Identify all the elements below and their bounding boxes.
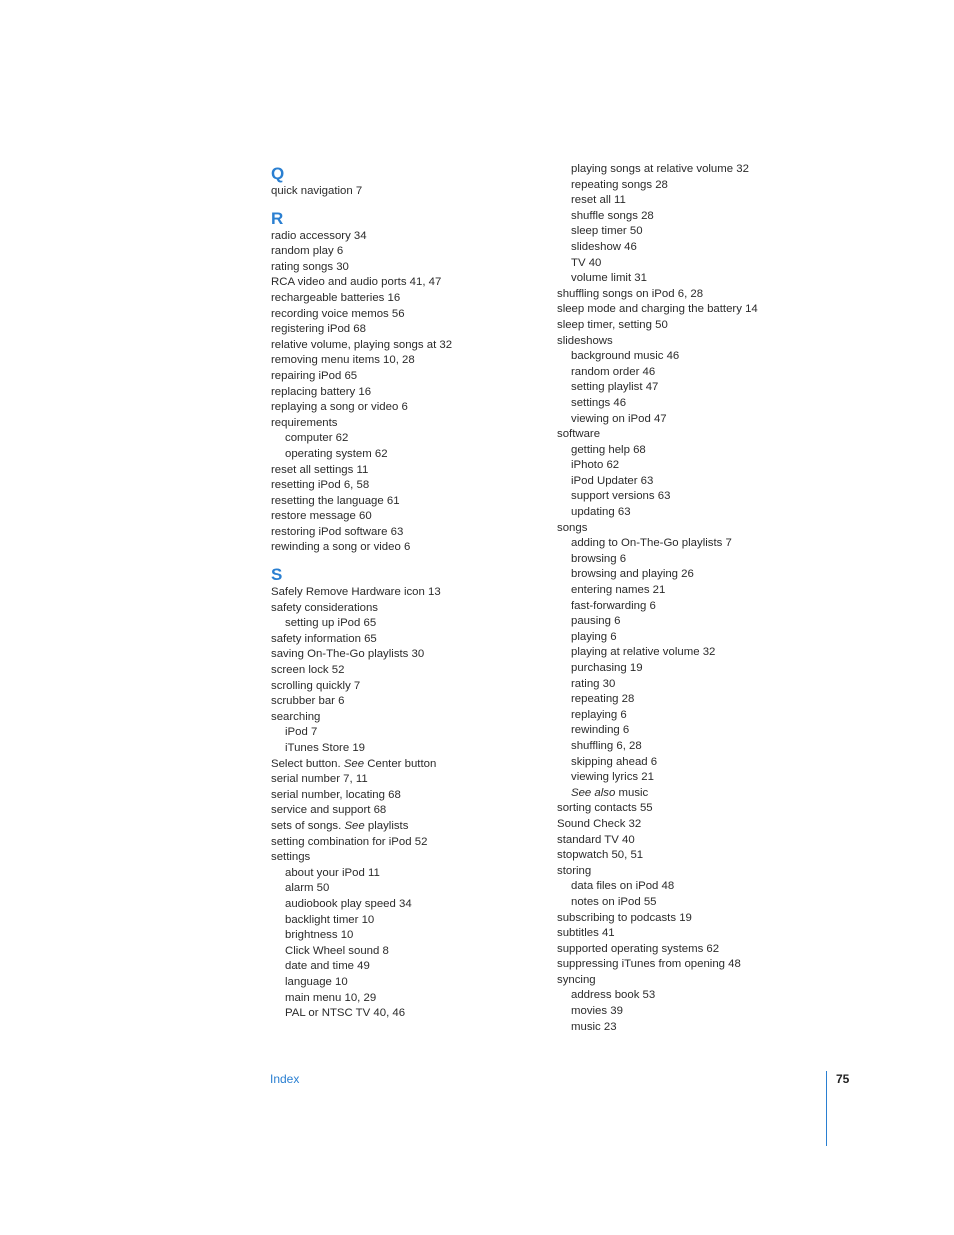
index-subentry: viewing on iPod 47 (571, 412, 667, 425)
index-entry: restoring iPod software 63 (271, 525, 404, 538)
index-subentry: fast-forwarding 6 (571, 599, 656, 612)
index-entry: saving On-The-Go playlists 30 (271, 648, 425, 661)
index-entry: rewinding a song or video 6 (271, 541, 411, 554)
index-entry: Sound Check 32 (557, 817, 642, 830)
index-entry: supported operating systems 62 (557, 942, 720, 955)
index-entry: removing menu items 10, 28 (271, 354, 415, 367)
index-subentry: updating 63 (571, 506, 631, 519)
index-entry: standard TV 40 (557, 833, 635, 846)
index-entry: recording voice memos 56 (271, 307, 405, 320)
index-letter-heading: R (271, 208, 284, 228)
index-entry: relative volume, playing songs at 32 (271, 338, 453, 351)
index-subentry: playing songs at relative volume 32 (571, 163, 749, 175)
index-entry: screen lock 52 (271, 664, 345, 677)
index-subentry: playing 6 (571, 630, 617, 643)
index-entry: rechargeable batteries 16 (271, 291, 401, 304)
index-subentry: getting help 68 (571, 443, 646, 456)
index-subentry: setting playlist 47 (571, 381, 659, 394)
index-entry: replacing battery 16 (271, 385, 372, 398)
index-entry: scrubber bar 6 (271, 695, 345, 708)
index-subentry: shuffling 6, 28 (571, 739, 642, 752)
index-subentry: data files on iPod 48 (571, 880, 675, 893)
index-entry: resetting the language 61 (271, 494, 400, 507)
index-subentry: browsing 6 (571, 552, 627, 565)
index-subentry: browsing and playing 26 (571, 568, 694, 581)
index-entry: Safely Remove Hardware icon 13 (271, 586, 441, 599)
entry-text: sets of songs. (271, 819, 345, 832)
index-subentry: adding to On-The-Go playlists 7 (571, 537, 732, 550)
index-subentry: rating 30 (571, 677, 616, 690)
index-subentry: skipping ahead 6 (571, 755, 658, 768)
index-entry: subscribing to podcasts 19 (557, 911, 692, 924)
index-subentry: viewing lyrics 21 (571, 771, 654, 784)
index-subentry: sleep timer 50 (571, 225, 643, 238)
index-subentry: iPod Updater 63 (571, 474, 654, 487)
index-entry: songs (557, 521, 588, 534)
index-entry: service and support 68 (271, 804, 387, 817)
see-reference: See also (571, 786, 616, 799)
index-subentry: repeating songs 28 (571, 178, 668, 191)
page-number: 75 (836, 1072, 850, 1086)
index-subentry: about your iPod 11 (285, 866, 380, 879)
index-entry: sleep mode and charging the battery 14 (557, 303, 758, 316)
index-subentry: date and time 49 (285, 960, 370, 973)
index-subentry: main menu 10, 29 (285, 991, 377, 1004)
index-subentry: slideshow 46 (571, 240, 637, 253)
index-entry: safety information 65 (271, 632, 377, 645)
index-letter-heading: S (271, 565, 283, 585)
index-subentry: background music 46 (571, 350, 680, 363)
index-entry: stopwatch 50, 51 (557, 849, 644, 862)
index-subentry: shuffle songs 28 (571, 209, 654, 222)
index-subentry: playing at relative volume 32 (571, 646, 716, 659)
index-entry: safety considerations (271, 601, 379, 614)
entry-text: music (615, 786, 649, 799)
index-entry: scrolling quickly 7 (271, 679, 361, 692)
index-entry: quick navigation 7 (271, 185, 363, 197)
index-entry: registering iPod 68 (271, 323, 366, 336)
index-entry: slideshows (557, 334, 613, 347)
index-entry: requirements (271, 416, 338, 429)
index-entry: radio accessory 34 (271, 229, 367, 242)
index-subentry: purchasing 19 (571, 662, 643, 674)
index-subentry: rewinding 6 (571, 724, 630, 737)
index-subentry: language 10 (285, 975, 348, 988)
index-subentry: replaying 6 (571, 708, 627, 721)
index-entry: syncing (557, 973, 596, 986)
index-entry (271, 819, 531, 835)
index-subentry: audiobook play speed 34 (285, 897, 412, 910)
index-entry: storing (557, 864, 592, 877)
index-entry: sleep timer, setting 50 (557, 318, 668, 331)
index-entry: subtitles 41 (557, 927, 615, 940)
index-entry: rating songs 30 (271, 260, 349, 273)
index-subentry: TV 40 (571, 256, 602, 269)
index-subentry: computer 62 (285, 432, 349, 445)
index-subentry: iPhoto 62 (571, 459, 620, 472)
index-subentry: setting up iPod 65 (285, 617, 377, 630)
index-subentry: settings 46 (571, 396, 627, 409)
see-reference: See (343, 757, 365, 770)
index-entry: settings (271, 851, 311, 864)
see-reference: See (344, 819, 365, 832)
index-subentry: brightness 10 (285, 929, 354, 942)
index-subentry: iTunes Store 19 (285, 742, 365, 754)
index-entry: serial number, locating 68 (271, 788, 401, 801)
index-subentry: iPod 7 (285, 726, 318, 739)
index-entry: software (557, 428, 601, 441)
index-entry: resetting iPod 6, 58 (271, 479, 370, 492)
index-letter-heading: Q (271, 164, 285, 183)
index-subentry: support versions 63 (571, 490, 671, 503)
index-entry: searching (271, 710, 321, 723)
index-entry: replaying a song or video 6 (271, 401, 408, 414)
index-subentry: notes on iPod 55 (571, 895, 657, 908)
index-column-right (557, 162, 817, 1035)
index-entry: serial number 7, 11 (271, 773, 368, 786)
index-entry: RCA video and audio ports 41, 47 (271, 276, 442, 289)
entry-text: Center button (364, 757, 437, 770)
index-entry: sorting contacts 55 (557, 802, 653, 815)
index-subentry: operating system 62 (285, 447, 388, 460)
index-entry: repairing iPod 65 (271, 369, 358, 382)
index-subentry: repeating 28 (571, 693, 635, 706)
index-subentry: pausing 6 (571, 615, 621, 628)
index-column-left (271, 162, 531, 1022)
index-subentry: entering names 21 (571, 584, 666, 597)
index-entry: suppressing iTunes from opening 48 (557, 958, 741, 971)
index-entry: setting combination for iPod 52 (271, 835, 428, 848)
index-subentry: alarm 50 (285, 882, 330, 895)
index-subentry: address book 53 (571, 989, 656, 1002)
index-subentry: movies 39 (571, 1005, 623, 1018)
index-entry: random play 6 (271, 245, 344, 258)
index-subentry: Click Wheel sound 8 (285, 944, 389, 957)
entry-text: Select button. (271, 757, 344, 770)
index-subentry: music 23 (571, 1020, 617, 1033)
index-entry: restore message 60 (271, 510, 372, 523)
index-entry: reset all settings 11 (271, 463, 369, 476)
index-entry (271, 757, 531, 773)
index-subentry: reset all 11 (571, 194, 626, 207)
page-divider-rule (826, 1071, 827, 1146)
entry-text: playlists (364, 819, 409, 832)
index-subentry: volume limit 31 (571, 272, 647, 285)
index-subentry: backlight timer 10 (285, 913, 375, 926)
footer-section-label: Index (270, 1072, 300, 1086)
index-subentry: random order 46 (571, 365, 656, 378)
index-entry: shuffling songs on iPod 6, 28 (557, 287, 704, 300)
index-subentry: PAL or NTSC TV 40, 46 (285, 1007, 406, 1020)
index-subentry (557, 786, 817, 802)
